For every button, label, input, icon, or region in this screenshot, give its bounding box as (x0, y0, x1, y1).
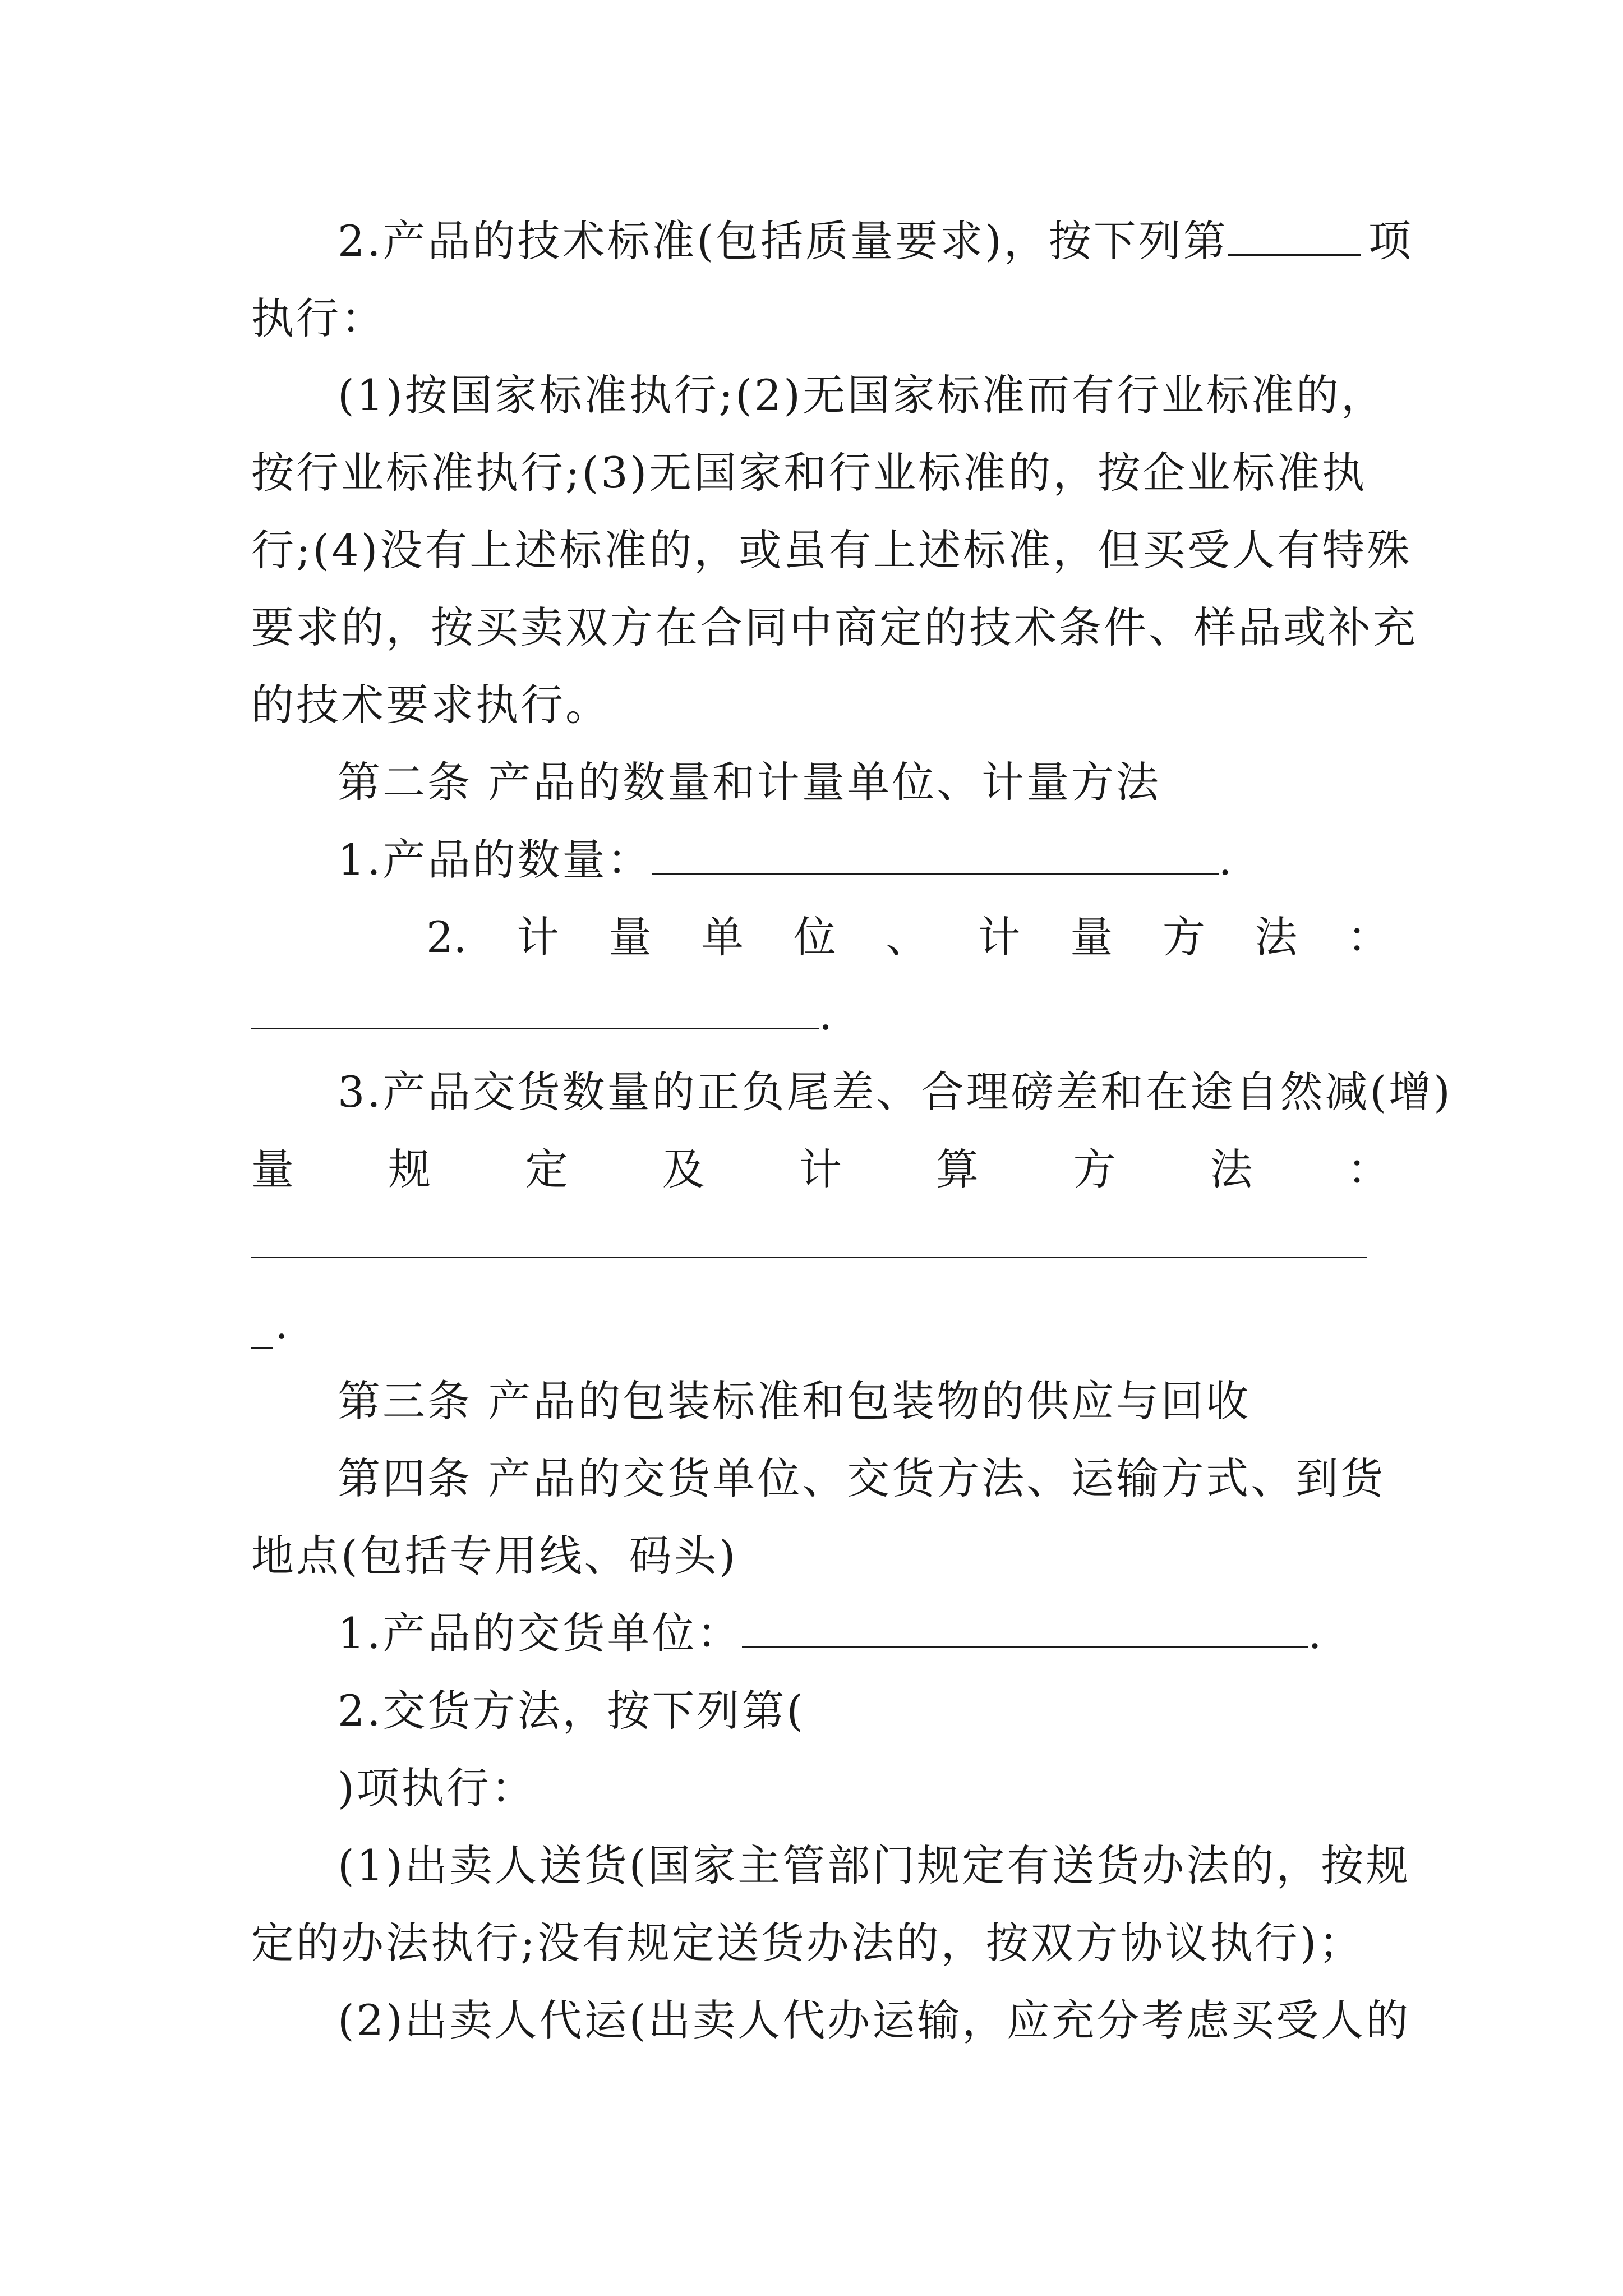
paragraph-line (251, 1915, 1390, 1971)
text-segment: 2.交货方法，按下列第( (338, 1686, 806, 1736)
fill-in-blank[interactable] (742, 1607, 1308, 1648)
paragraph-line (251, 600, 1418, 656)
text-segment: (1)按国家标准执行;(2)无国家标准而有行业标准的， (338, 370, 1386, 420)
char: 法 (1210, 1144, 1253, 1194)
clause-technical-standard-line (338, 213, 1413, 269)
article-heading (338, 754, 1390, 811)
text-segment: 执行： (251, 293, 386, 343)
fill-in-blank[interactable] (1228, 215, 1361, 256)
calculation-method-line (251, 1142, 1390, 1198)
paragraph-line (251, 1296, 1390, 1352)
char: 计 (978, 912, 1021, 962)
char: 算 (936, 1144, 979, 1194)
paragraph-line (251, 1528, 1390, 1584)
text-segment: 要求的，按买卖双方在合同中商定的技术条件、样品或补充 (251, 602, 1418, 652)
char: 法 (1255, 912, 1298, 962)
text-segment: 第三条 产品的包装标准和包装物的供应与回收 (338, 1376, 1251, 1426)
text-segment: 1.产品的交货单位： (338, 1608, 742, 1658)
text-segment: . (1218, 835, 1234, 885)
paragraph-line (251, 522, 1412, 578)
char: 2. (426, 912, 467, 962)
paragraph-line (338, 1064, 1453, 1120)
paragraph-line (338, 1993, 1411, 2049)
paragraph-line (338, 1760, 1390, 1816)
text-segment: 行;(4)没有上述标准的，或虽有上述标准，但买受人有特殊 (251, 525, 1412, 575)
paragraph-line (338, 367, 1390, 424)
text-segment: 1.产品的数量： (338, 835, 652, 885)
char: 量 (608, 912, 652, 962)
text-segment: 定的办法执行;没有规定送货办法的，按双方协议执行)； (251, 1918, 1364, 1968)
text-segment: . (819, 990, 835, 1039)
delivery-unit-line (338, 1605, 1390, 1662)
text-segment: 3.产品交货数量的正负尾差、合理磅差和在途自然减(增) (338, 1067, 1453, 1117)
fill-in-blank-long[interactable] (251, 1257, 1367, 1258)
char: 及 (662, 1144, 705, 1194)
char: 定 (525, 1144, 568, 1194)
unit-method-line (426, 909, 1390, 965)
text-segment: 地点(包括专用线、码头) (251, 1531, 738, 1581)
fill-in-blank[interactable] (652, 834, 1219, 875)
text-segment: 第四条 产品的交货单位、交货方法、运输方式、到货 (338, 1453, 1386, 1503)
text-segment: (1)出卖人送货(国家主管部门规定有送货办法的，按规 (338, 1841, 1411, 1890)
text-segment: 按行业标准执行;(3)无国家和行业标准的，按企业标准执 (251, 448, 1367, 498)
char: 位 (793, 912, 836, 962)
paragraph-line (338, 1683, 1390, 1739)
char: 计 (517, 912, 560, 962)
char: 、 (886, 912, 929, 962)
text-segment: 项 (1368, 216, 1413, 266)
text-segment: )项执行： (338, 1763, 536, 1813)
char: 单 (701, 912, 744, 962)
char: 计 (799, 1144, 842, 1194)
article-heading (338, 1373, 1390, 1429)
paragraph-line (338, 1838, 1411, 1894)
char: 量 (1070, 912, 1113, 962)
paragraph-line (251, 445, 1390, 501)
text-segment: . (1308, 1608, 1324, 1658)
paragraph-line (251, 677, 1390, 733)
char: 规 (388, 1144, 431, 1194)
article-heading (338, 1451, 1390, 1507)
text-segment: 第二条 产品的数量和计量单位、计量方法 (338, 757, 1161, 807)
char: ： (1347, 1144, 1390, 1194)
text-segment: (2)出卖人代运(出卖人代办运输，应充分考虑买受人的 (338, 1995, 1411, 2045)
char: ： (1347, 912, 1390, 962)
text-segment: 的技术要求执行。 (251, 680, 610, 730)
text-segment: _. (251, 1299, 291, 1349)
fill-in-blank[interactable] (251, 988, 819, 1029)
paragraph-line (251, 291, 1390, 347)
char: 方 (1073, 1144, 1116, 1194)
char: 量 (251, 1144, 294, 1194)
char: 方 (1162, 912, 1205, 962)
text-segment: 2.产品的技术标准(包括质量要求)，按下列第 (338, 216, 1228, 266)
unit-method-blank-line (251, 987, 1390, 1043)
quantity-line (338, 832, 1390, 888)
